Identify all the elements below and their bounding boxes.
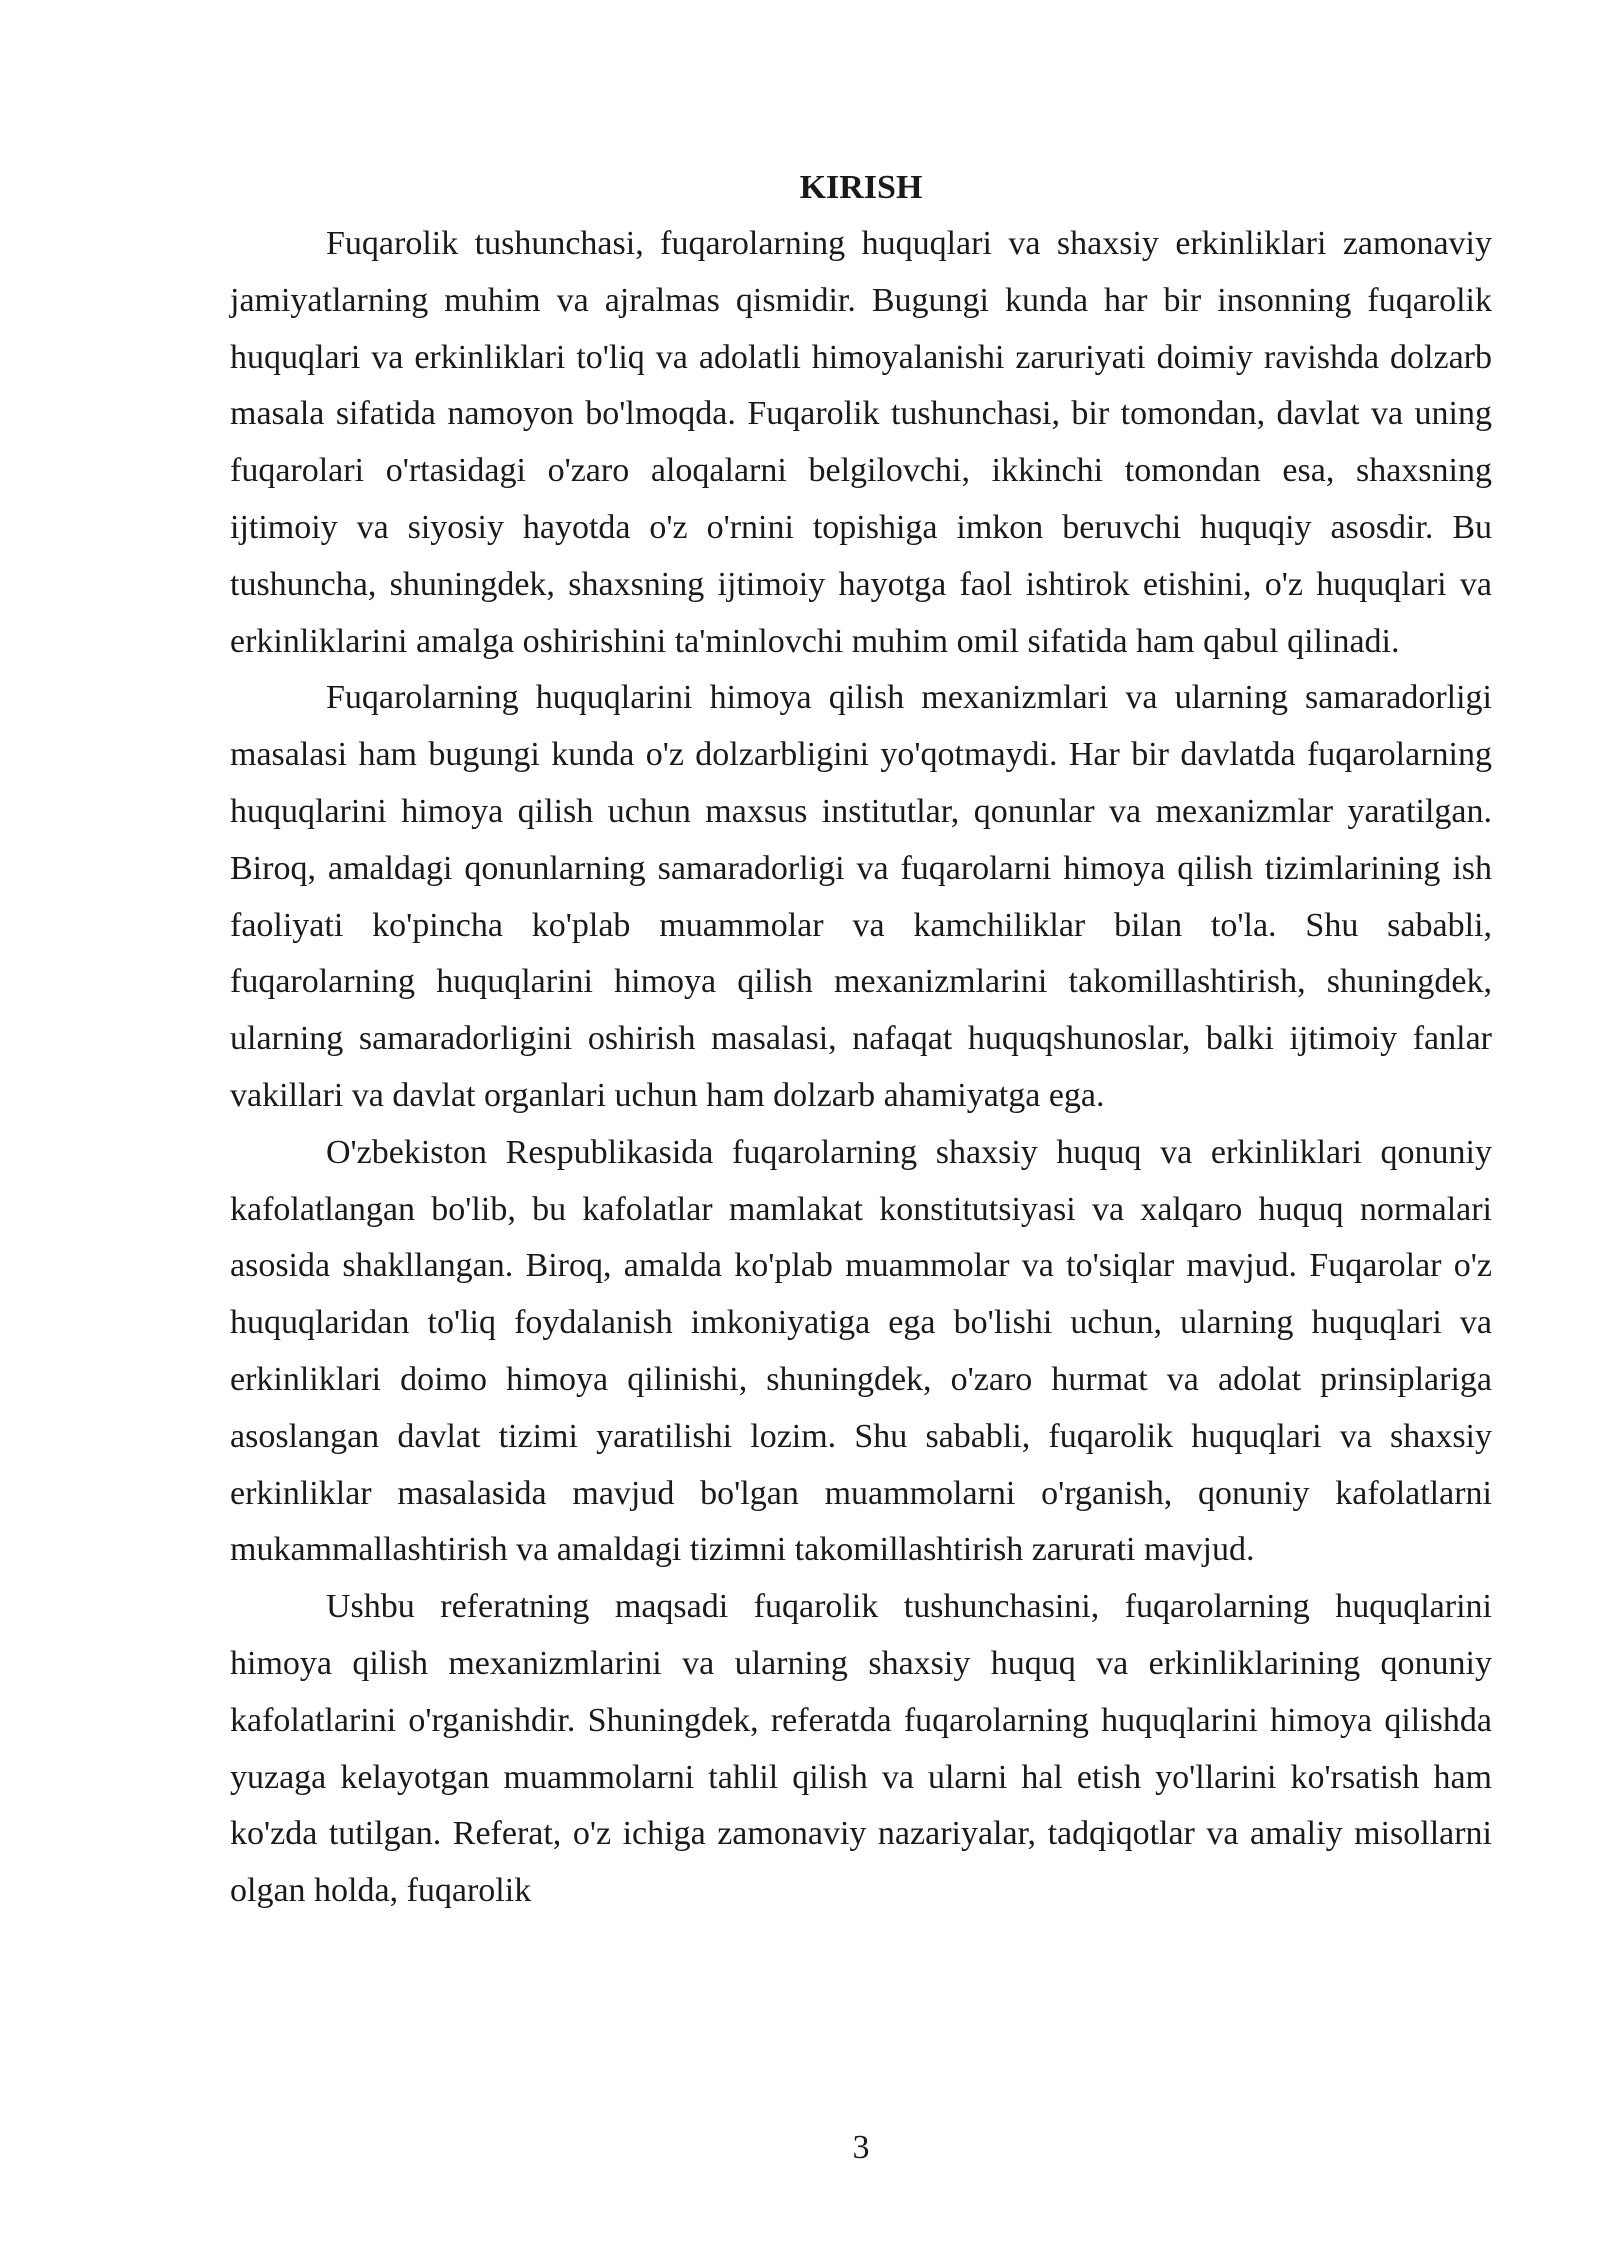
paragraph-3: O'zbekiston Respublikasida fuqarolarning shaxsiy huquq va erkinliklari qonuniy kafolatlangan bo'lib, bu kafolatlar mamlakat konstitutsiyasi va xalqaro huquq normalari asosida shakllangan. Biroq, amalda ko'plab muammolar va to'siqlar mavjud. Fuqarolar o'z huquqlaridan to'liq foydalanish imkoniyatiga ega bo'lishi uchun, ularning huquqlari va erkinliklari doimo himoya qilinishi, shuningdek, o'zaro hurmat va adolat prinsiplariga asoslangan davlat tizimi yaratilishi lozim. Shu sababli, fuqarolik huquqlari va shaxsiy erkinliklar masalasida mavjud bo'lgan muammolarni o'rganish, qonuniy kafolatlarni mukammallashtirish va amaldagi tizimni takomillashtirish zarurati mavjud. bbox=[230, 1133, 1492, 1569]
page-number: 3 bbox=[852, 2129, 870, 2166]
section-title: KIRISH bbox=[799, 169, 923, 206]
paragraph-1: Fuqarolik tushunchasi, fuqarolarning huquqlari va shaxsiy erkinliklari zamonaviy jamiyatlarning muhim va ajralmas qismidir. Bugungi kunda har bir insonning fuqarolik huquqlari va erkinliklari to'liq va adolatli himoyalanishi zaruriyati doimiy ravishda dolzarb masala sifatida namoyon bo'lmoqda. Fuqarolik tushunchasi, bir tomondan, davlat va uning fuqarolari o'rtasidagi o'zaro aloqalarni belgilovchi, ikkinchi tomondan esa, shaxsning ijtimoiy va siyosiy hayotda o'z o'rnini topishiga imkon beruvchi huquqiy asosdir. Bu tushuncha, shuningdek, shaxsning ijtimoiy hayotga faol ishtirok etishini, o'z huquqlari va erkinliklarini amalga oshirishini ta'minlovchi muhim omil sifatida ham qabul qilinadi. bbox=[230, 225, 1492, 660]
paragraph-2: Fuqarolarning huquqlarini himoya qilish mexanizmlari va ularning samaradorligi masalasi ham bugungi kunda o'z dolzarbligini yo'qotmaydi. Har bir davlatda fuqarolarning huquqlarini himoya qilish uchun maxsus institutlar, qonunlar va mexanizmlar yaratilgan. Biroq, amaldagi qonunlarning samaradorligi va fuqarolarni himoya qilish tizimlarining ish faoliyati ko'pincha ko'plab muammolar va kamchiliklar bilan to'la. Shu sababli, fuqarolarning huquqlarini himoya qilish mexanizmlarini takomillashtirish, shuningdek, ularning samaradorligini oshirish masalasi, nafaqat huquqshunoslar, balki ijtimoiy fanlar vakillari va davlat organlari uchun ham dolzarb ahamiyatga ega. bbox=[230, 679, 1492, 1114]
paragraph-4: Ushbu referatning maqsadi fuqarolik tushunchasini, fuqarolarning huquqlarini himoya qilish mexanizmlarini va ularning shaxsiy huquq va erkinliklarining qonuniy kafolatlarini o'rganishdir. Shuningdek, referatda fuqarolarning huquqlarini himoya qilishda yuzaga kelayotgan muammolarni tahlil qilish va ularni hal etish yo'llarini ko'rsatish ham ko'zda tutilgan. Referat, o'z ichiga zamonaviy nazariyalar, tadqiqotlar va amaliy misollarni olgan holda, fuqarolik bbox=[230, 1588, 1492, 1910]
page-content bbox=[230, 160, 1492, 1920]
